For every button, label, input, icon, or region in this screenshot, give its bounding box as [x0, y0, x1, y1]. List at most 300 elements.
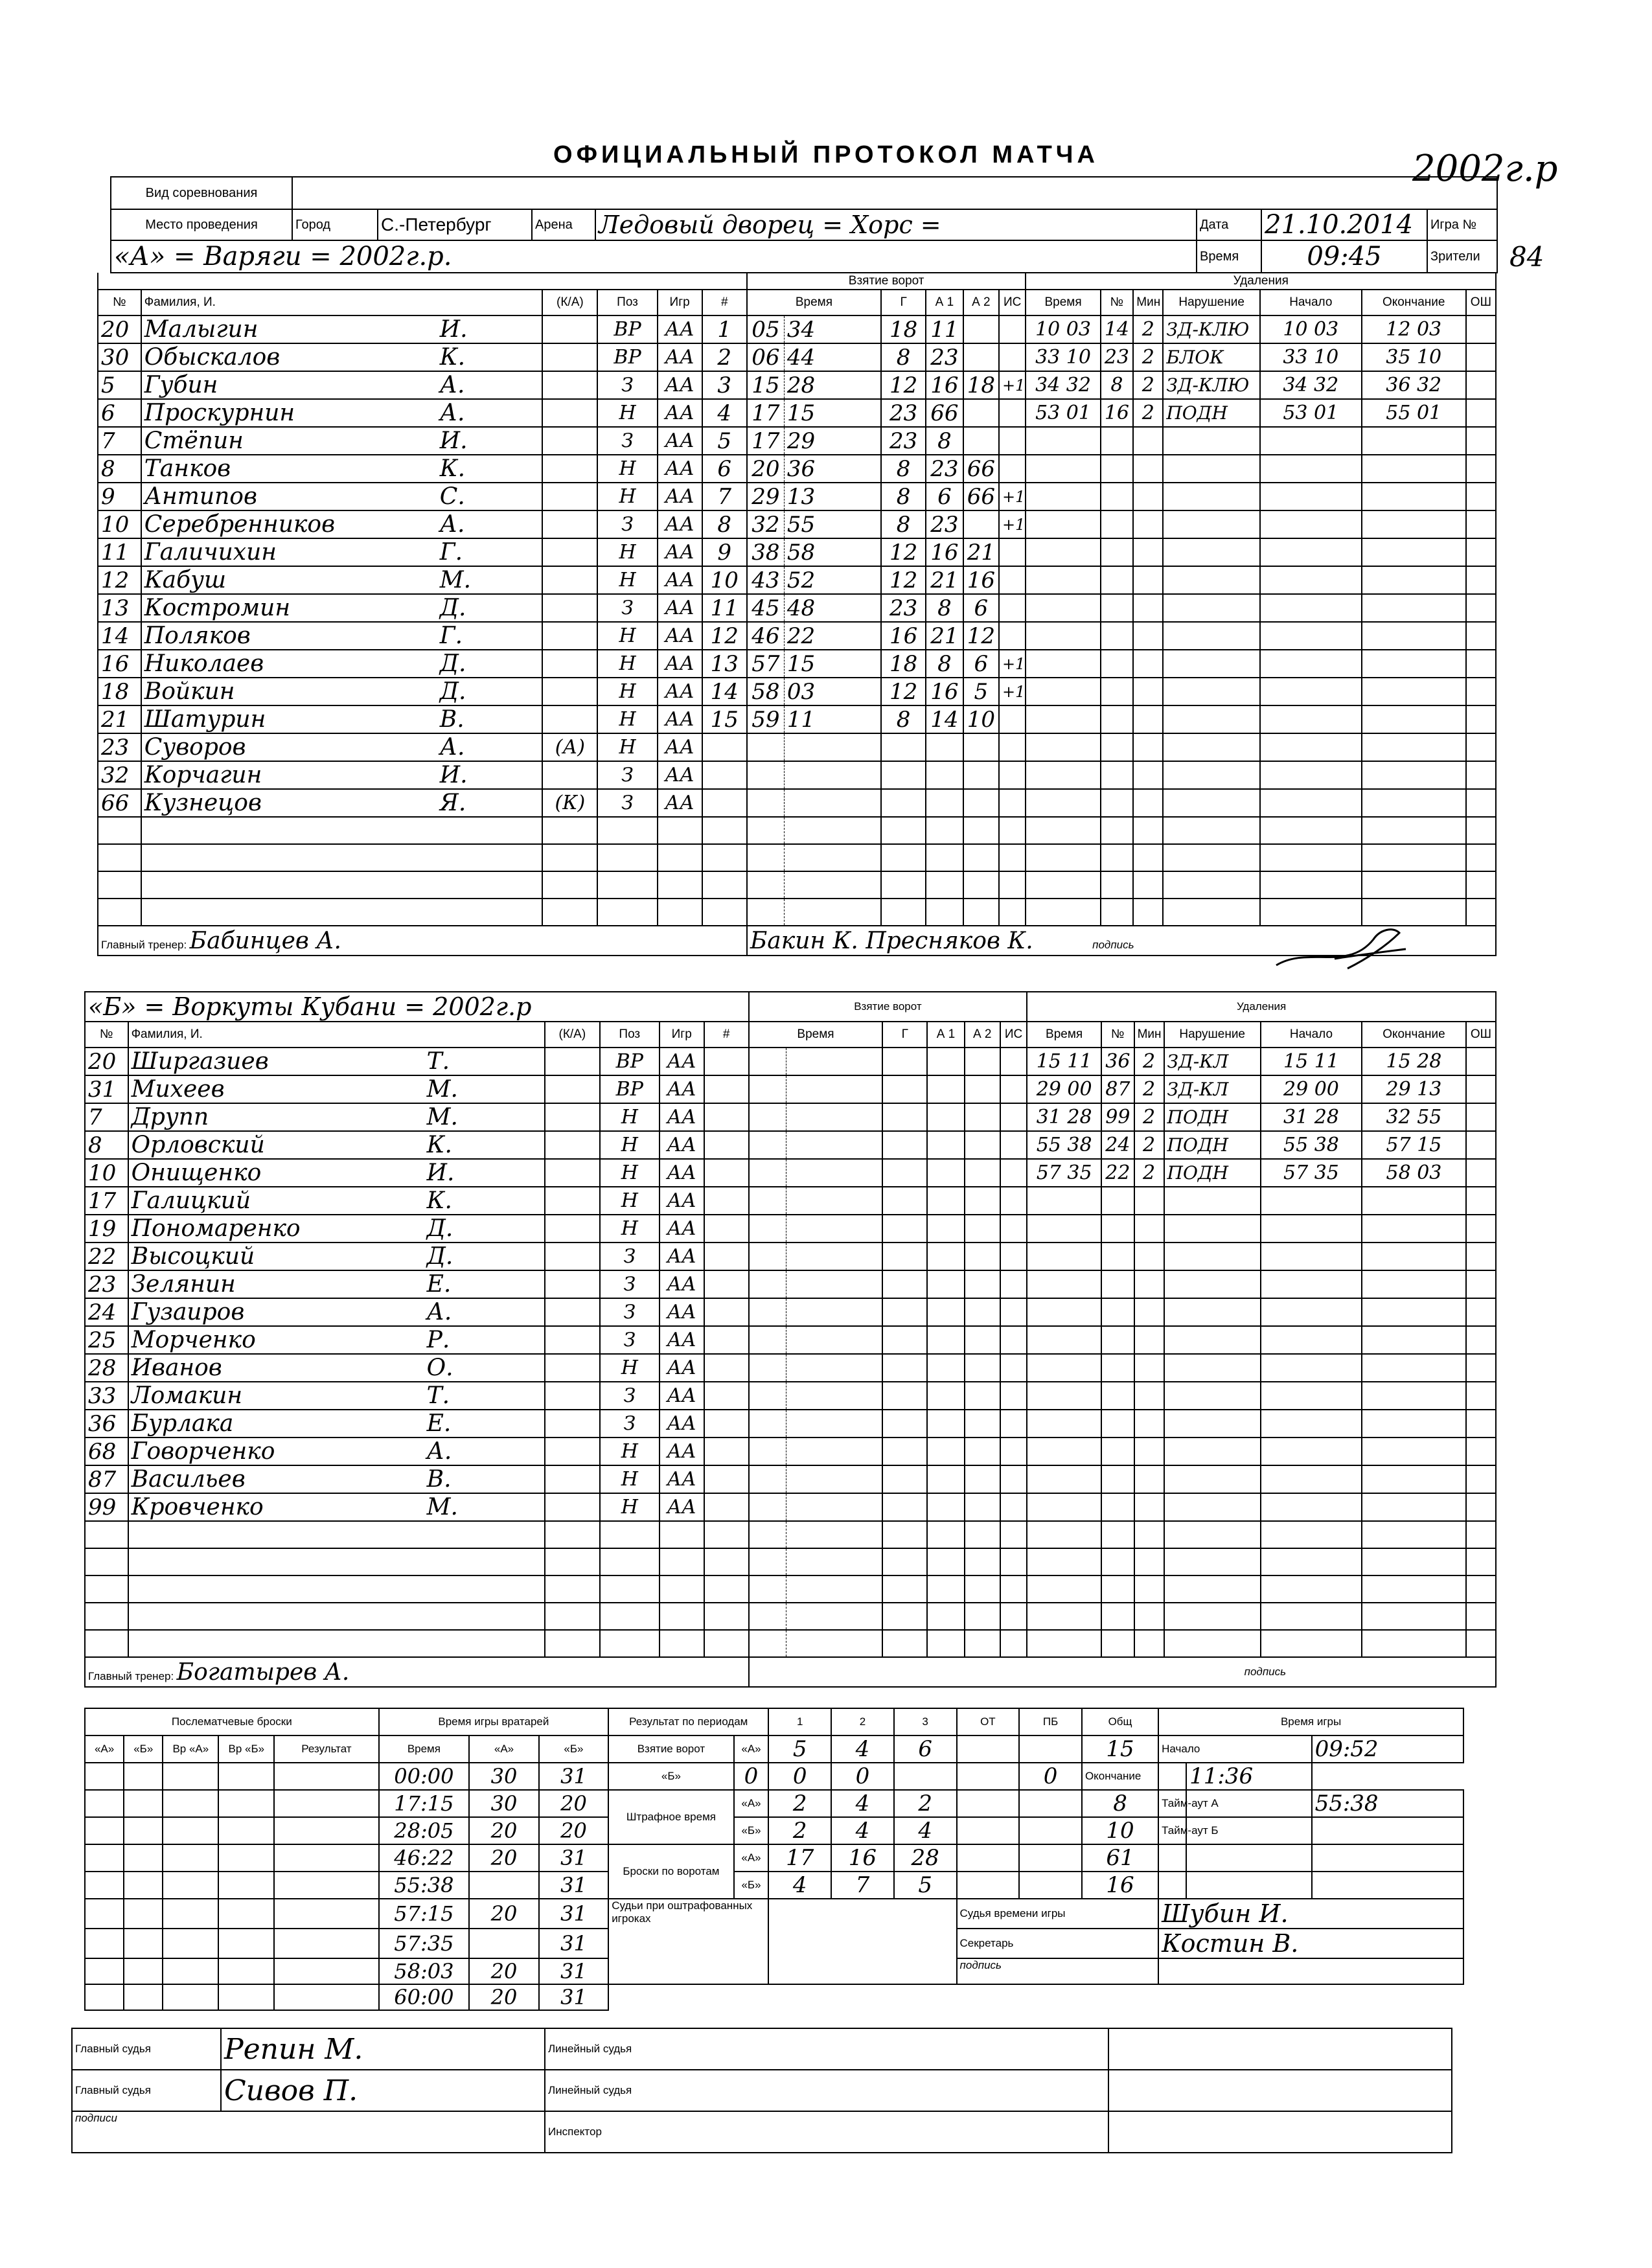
penalty-min: [1134, 1410, 1164, 1438]
col-a1: А 1: [926, 290, 963, 315]
player-name: Войкин Д.: [141, 678, 542, 705]
goal-min: [749, 1630, 786, 1657]
goal-sec: [786, 1215, 882, 1243]
penalty-osh: [1466, 678, 1496, 705]
player-games: [658, 844, 702, 871]
goal-a2: [965, 1103, 1000, 1131]
penalty-osh: [1466, 705, 1496, 733]
penalty-min: [1134, 1243, 1164, 1270]
player-name: [128, 1630, 545, 1657]
goal-no: [702, 789, 747, 817]
goal-is: [1000, 1630, 1027, 1657]
goal-a1: 6: [926, 483, 963, 510]
goal-no: [704, 1103, 749, 1131]
goal-is: [999, 705, 1026, 733]
player-games: АА: [660, 1326, 704, 1354]
player-ka: [542, 538, 597, 566]
penalty-end: [1362, 678, 1466, 705]
penalty-time: [1027, 1270, 1101, 1298]
player-games: [660, 1630, 704, 1657]
player-pos: Н: [600, 1159, 660, 1187]
player-ka: [542, 455, 597, 483]
player-name: Иванов О.: [128, 1354, 545, 1382]
shootout-cell: [218, 1844, 274, 1872]
goal-is: [1000, 1131, 1027, 1159]
chief-ref-2: Сивов П.: [221, 2070, 545, 2111]
goal-a2: 6: [963, 594, 999, 622]
penalty-player: 8: [1101, 371, 1134, 399]
shootout-cell: [274, 1844, 378, 1872]
goal-no: [702, 761, 747, 789]
player-pos: ВР: [597, 343, 657, 371]
penalty-min: [1133, 594, 1163, 622]
shootout-cell: [163, 1899, 218, 1929]
penalty-min: 2: [1134, 1103, 1164, 1131]
penalty-player: [1101, 761, 1134, 789]
penalty-end: 55 01: [1362, 399, 1466, 427]
goal-min: [749, 1603, 786, 1630]
penalty-player: [1101, 817, 1134, 844]
penalty-min: 2: [1133, 399, 1163, 427]
penalty-violation: ЗД-КЛ: [1164, 1075, 1261, 1103]
gk-b: 20: [539, 1817, 608, 1844]
penalty-osh: [1466, 1521, 1496, 1548]
penalty-start: [1260, 733, 1362, 761]
shootout-cell: [218, 1958, 274, 1984]
city-value: С.-Петербург: [378, 209, 532, 240]
goal-min: [747, 871, 785, 899]
goal-a1: 66: [926, 399, 963, 427]
goal-is: [1000, 1410, 1027, 1438]
player-row: [98, 871, 1496, 899]
bottom-signature-label: подпись: [957, 1958, 1159, 1984]
penalty-player: 36: [1101, 1048, 1134, 1075]
player-name: Костромин Д.: [141, 594, 542, 622]
period-value: 2: [768, 1817, 831, 1844]
goal-a1: [927, 1630, 964, 1657]
shootout-cell: [85, 1929, 124, 1958]
goal-min: [749, 1438, 786, 1465]
chief-ref-1: Репин М.: [221, 2028, 545, 2070]
penalty-osh: [1466, 371, 1496, 399]
player-name: Галичихин Г.: [141, 538, 542, 566]
goal-no: [702, 871, 747, 899]
goal-is: [999, 594, 1026, 622]
col-no: №: [98, 290, 141, 315]
penalty-osh: [1466, 594, 1496, 622]
player-games: АА: [660, 1159, 704, 1187]
penalty-violation: [1164, 1326, 1261, 1354]
goal-min: 45: [747, 594, 785, 622]
player-ka: [542, 899, 597, 926]
goal-no: [704, 1438, 749, 1465]
team-a-penalties-header: Удаления: [1026, 273, 1496, 290]
shootout-cell: [124, 1844, 163, 1872]
penalty-violation: [1163, 594, 1260, 622]
penalty-player: [1101, 1493, 1134, 1521]
penalty-start: 57 35: [1261, 1159, 1362, 1187]
player-ka: [545, 1382, 600, 1410]
goal-a2: [965, 1410, 1000, 1438]
goal-is: +1: [999, 483, 1026, 510]
penalty-min: [1133, 622, 1163, 650]
goal-a2: 18: [963, 371, 999, 399]
gk-a: 20: [469, 1899, 538, 1929]
goal-is: [1000, 1354, 1027, 1382]
goal-no: 11: [702, 594, 747, 622]
penalty-min: [1134, 1270, 1164, 1298]
goal-no: [704, 1326, 749, 1354]
player-number: [85, 1630, 128, 1657]
period-value: 4: [831, 1817, 894, 1844]
penalty-min: [1133, 650, 1163, 678]
penalty-violation: [1164, 1603, 1261, 1630]
penalty-violation: ЗД-КЛЮ: [1163, 315, 1260, 343]
penalty-time: 34 32: [1026, 371, 1100, 399]
player-number: 10: [85, 1159, 128, 1187]
penalty-time: 31 28: [1027, 1103, 1101, 1131]
goal-sec: 58: [784, 538, 881, 566]
player-name: Шатурин В.: [141, 705, 542, 733]
goal-scorer: 23: [881, 594, 926, 622]
goal-sec: 55: [784, 510, 881, 538]
player-row: [98, 817, 1496, 844]
penalty-violation: [1163, 566, 1260, 594]
player-ka: [545, 1410, 600, 1438]
penalty-violation: [1164, 1270, 1261, 1298]
team-a-section: [97, 272, 1497, 956]
player-number: 24: [85, 1298, 128, 1326]
penalty-time: [1027, 1382, 1101, 1410]
shootout-cell: [274, 1872, 378, 1899]
player-number: [98, 899, 141, 926]
goal-a1: 8: [926, 650, 963, 678]
player-row: [85, 1187, 1496, 1215]
penalty-min: 2: [1134, 1159, 1164, 1187]
shootout-cell: [163, 1763, 218, 1790]
shootout-cell: [163, 1817, 218, 1844]
goal-sec: 13: [784, 483, 881, 510]
goal-is: [1000, 1187, 1027, 1215]
player-row: [98, 315, 1496, 343]
player-pos: Н: [600, 1438, 660, 1465]
player-name: Кабуш М.: [141, 566, 542, 594]
player-pos: З: [597, 761, 657, 789]
goal-a1: 14: [926, 705, 963, 733]
gk-time-header: Время игры вратарей: [379, 1708, 609, 1735]
goal-min: [749, 1215, 786, 1243]
penalty-violation: [1163, 761, 1260, 789]
goal-min: [749, 1465, 786, 1493]
goal-min: [749, 1159, 786, 1187]
goal-a1: [926, 871, 963, 899]
player-pos: Н: [597, 650, 657, 678]
player-games: [658, 817, 702, 844]
penalty-time: [1027, 1326, 1101, 1354]
signatures-label: подписи: [72, 2111, 545, 2153]
goal-no: 15: [702, 705, 747, 733]
goal-min: [749, 1131, 786, 1159]
player-row: [85, 1243, 1496, 1270]
goal-no: 5: [702, 427, 747, 455]
goal-is: [999, 871, 1026, 899]
penalty-start: [1261, 1521, 1362, 1548]
shots-label: Броски по воротам: [608, 1844, 733, 1899]
player-games: АА: [660, 1075, 704, 1103]
goal-a1: 21: [926, 622, 963, 650]
gk-a: 20: [469, 1984, 538, 2010]
goal-is: [1000, 1270, 1027, 1298]
player-ka: [545, 1548, 600, 1575]
goal-scorer: 8: [881, 455, 926, 483]
penalty-osh: [1466, 455, 1496, 483]
goal-min: [747, 844, 785, 871]
goal-no: [702, 844, 747, 871]
goal-a2: 21: [963, 538, 999, 566]
penalty-time: [1026, 844, 1100, 871]
player-games: АА: [658, 371, 702, 399]
penalty-end: [1362, 1298, 1466, 1326]
goal-min: 43: [747, 566, 785, 594]
player-pos: [600, 1630, 660, 1657]
goal-sec: [786, 1630, 882, 1657]
player-ka: [542, 315, 597, 343]
player-name: Пономаренко Д.: [128, 1215, 545, 1243]
player-name: [141, 871, 542, 899]
goal-is: [999, 315, 1026, 343]
goal-is: [1000, 1243, 1027, 1270]
goal-is: [999, 789, 1026, 817]
penalty-time: [1026, 761, 1100, 789]
goal-a2: [965, 1354, 1000, 1382]
goal-no: [702, 817, 747, 844]
player-number: 99: [85, 1493, 128, 1521]
gk-a: [469, 1929, 538, 1958]
player-games: АА: [660, 1243, 704, 1270]
penalty-end: [1362, 705, 1466, 733]
penalty-start: [1260, 594, 1362, 622]
penalty-start: [1260, 455, 1362, 483]
spectators-value: 84: [1509, 241, 1544, 273]
player-number: 7: [98, 427, 141, 455]
player-name: Высоцкий Д.: [128, 1243, 545, 1270]
goal-is: +1: [999, 678, 1026, 705]
gk-a: 20: [469, 1844, 538, 1872]
player-number: 22: [85, 1243, 128, 1270]
penalty-player: [1101, 427, 1134, 455]
penalty-time: 53 01: [1026, 399, 1100, 427]
penalty-time: [1027, 1465, 1101, 1493]
player-number: 36: [85, 1410, 128, 1438]
player-games: АА: [658, 399, 702, 427]
penalty-player: [1101, 483, 1134, 510]
player-pos: З: [597, 427, 657, 455]
result-row-label: «А»: [734, 1844, 769, 1872]
goal-a1: [926, 761, 963, 789]
penalty-osh: [1466, 1410, 1496, 1438]
arena-value: Ледовый дворец = Хорс =: [595, 209, 1197, 240]
penalty-violation: [1164, 1575, 1261, 1603]
player-name: Гузаиров А.: [128, 1298, 545, 1326]
goal-sec: [786, 1131, 882, 1159]
player-number: [98, 844, 141, 871]
shootout-cell: [163, 1984, 218, 2010]
shootout-cell: [274, 1899, 378, 1929]
player-games: АА: [660, 1103, 704, 1131]
penalty-player: [1101, 871, 1134, 899]
player-number: 12: [98, 566, 141, 594]
gk-b: 31: [539, 1929, 608, 1958]
player-number: 87: [85, 1465, 128, 1493]
penalty-start: [1261, 1630, 1362, 1657]
goal-sec: [784, 871, 881, 899]
penalty-time: [1026, 817, 1100, 844]
header-block: [110, 176, 1544, 273]
penalty-min: 2: [1134, 1075, 1164, 1103]
col-g: Г: [881, 290, 926, 315]
goal-sec: 11: [784, 705, 881, 733]
goal-a1: [927, 1465, 964, 1493]
player-number: 13: [98, 594, 141, 622]
gk-b: 31: [539, 1899, 608, 1929]
team-b-coach: Главный тренер: Богатырев А.: [85, 1657, 749, 1687]
goal-sec: [784, 761, 881, 789]
goal-is: [1000, 1103, 1027, 1131]
goal-a1: [926, 817, 963, 844]
player-ka: [542, 705, 597, 733]
player-ka: [545, 1075, 600, 1103]
penalty-end: [1362, 510, 1466, 538]
goal-no: [704, 1493, 749, 1521]
player-pos: Н: [597, 678, 657, 705]
penalty-min: [1134, 1548, 1164, 1575]
player-ka: [545, 1438, 600, 1465]
goal-is: +1: [999, 510, 1026, 538]
player-games: [658, 871, 702, 899]
team-b-penalties-header: Удаления: [1027, 992, 1496, 1022]
penalty-player: [1101, 1243, 1134, 1270]
player-games: АА: [660, 1410, 704, 1438]
penalty-player: 16: [1101, 399, 1134, 427]
player-ka: [545, 1326, 600, 1354]
penalty-min: [1134, 1187, 1164, 1215]
penalty-osh: [1466, 1438, 1496, 1465]
penalty-min: 2: [1133, 343, 1163, 371]
penalty-player: [1101, 1326, 1134, 1354]
period-value: 7: [831, 1872, 894, 1899]
goal-a1: 16: [926, 678, 963, 705]
player-name: Орловский К.: [128, 1131, 545, 1159]
penalty-player: [1101, 789, 1134, 817]
player-pos: З: [600, 1270, 660, 1298]
goal-scorer: 23: [881, 399, 926, 427]
goal-no: 12: [702, 622, 747, 650]
goal-sec: 29: [784, 427, 881, 455]
shootout-cell: [85, 1763, 124, 1790]
player-number: 23: [85, 1270, 128, 1298]
player-games: АА: [660, 1382, 704, 1410]
goal-a1: [927, 1298, 964, 1326]
player-number: 19: [85, 1215, 128, 1243]
penalty-end: [1362, 1493, 1466, 1521]
goal-a2: [965, 1075, 1000, 1103]
penalty-player: [1101, 1354, 1134, 1382]
goal-a2: [963, 789, 999, 817]
player-pos: [597, 871, 657, 899]
player-games: АА: [660, 1048, 704, 1075]
player-pos: Н: [597, 399, 657, 427]
gk-a: 20: [469, 1958, 538, 1984]
player-row: [98, 733, 1496, 761]
goal-a1: 11: [926, 315, 963, 343]
goal-scorer: [882, 1243, 927, 1270]
shootout-cell: [274, 1929, 378, 1958]
player-pos: Н: [600, 1354, 660, 1382]
date-label: Дата: [1197, 209, 1261, 240]
penalty-start: 53 01: [1260, 399, 1362, 427]
penalty-player: [1101, 1298, 1134, 1326]
goal-is: [1000, 1326, 1027, 1354]
goal-sec: [784, 817, 881, 844]
goal-a2: [963, 733, 999, 761]
penalty-player: [1101, 1521, 1134, 1548]
team-b-section: «Б» = Воркуты Кубани = 2002г.р Взятие ворот Удаления № Фамилия, И. (К/А) Поз Игр # Время Г А 1 А 2 ИС Время № Мин Нарушение Начало Окончание ОШ 20 Ширгазиев Т. ВР АА 15 11 36 2 ЗД-КЛ 15 11 15 28 31 Михеев М. ВР АА 29 00 87 2 ЗД-КЛ 29 00 29 13 7 Друпп М. Н АА 31 28 99 2 ПОДН 31 28 32 55 8 Орловский К. Н АА 55 38 24 2 ПОДН 55 38 57 15 10 Онищенко И. Н АА 57 35 22 2 ПОДН 57 35 58 03 17 Галицкий К. Н АА 19 Пономаренко Д. Н АА 22 Высоцкий Д. З АА 23 Зелянин Е. З АА 24 Гузаиров А. З АА 25 Морченко Р. З АА 28 Иванов О. Н АА 33 Ломакин Т. З АА 36 Бурлака Е. З АА 68 Говорченко А. Н АА 87 Васильев В. Н АА 99 Кровченко М. Н АА Главный тренер: Богатырев А. подпись: [84, 991, 1497, 1688]
goal-a2: [963, 427, 999, 455]
penalty-time: [1027, 1298, 1101, 1326]
penalty-osh: [1466, 399, 1496, 427]
player-name: Онищенко И.: [128, 1159, 545, 1187]
shootout-cell: [218, 1872, 274, 1899]
player-ka: [542, 622, 597, 650]
player-pos: ВР: [600, 1075, 660, 1103]
goal-a1: [927, 1243, 964, 1270]
goal-a2: [965, 1215, 1000, 1243]
team-b-goals-header: Взятие ворот: [749, 992, 1027, 1022]
penalty-end: [1362, 1382, 1466, 1410]
goal-a2: [965, 1298, 1000, 1326]
goal-sec: [786, 1465, 882, 1493]
period-value: 4: [768, 1872, 831, 1899]
goal-scorer: 12: [881, 538, 926, 566]
gk-time: 58:03: [379, 1958, 470, 1984]
player-number: 10: [98, 510, 141, 538]
penalty-start: [1260, 650, 1362, 678]
goal-is: [999, 761, 1026, 789]
goal-sec: 44: [784, 343, 881, 371]
goal-is: [1000, 1382, 1027, 1410]
penalty-start: [1260, 427, 1362, 455]
player-row: [85, 1382, 1496, 1410]
gk-time: 57:15: [379, 1899, 470, 1929]
player-number: 28: [85, 1354, 128, 1382]
penalty-time: [1027, 1548, 1101, 1575]
goal-scorer: [882, 1630, 927, 1657]
goal-no: 13: [702, 650, 747, 678]
penalty-end: 57 15: [1362, 1131, 1466, 1159]
player-name: Проскурнин А.: [141, 399, 542, 427]
goal-a1: [927, 1493, 964, 1521]
goal-is: [999, 399, 1026, 427]
player-number: 16: [98, 650, 141, 678]
player-games: АА: [658, 483, 702, 510]
goal-no: [704, 1465, 749, 1493]
penalty-end: 35 10: [1362, 343, 1466, 371]
time-judge-label: Судья времени игры: [957, 1899, 1159, 1929]
goal-no: 10: [702, 566, 747, 594]
penalty-end: [1362, 538, 1466, 566]
player-number: 14: [98, 622, 141, 650]
goal-no: [704, 1630, 749, 1657]
